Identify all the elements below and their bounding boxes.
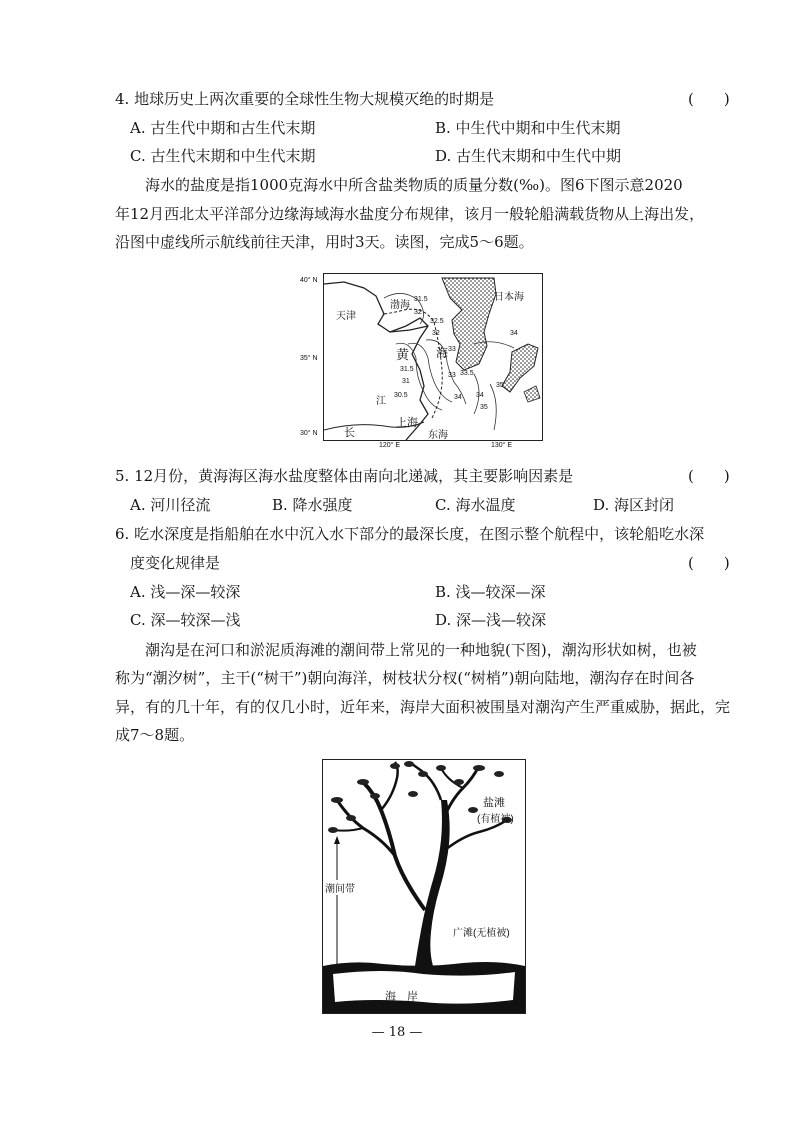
lat-label-30: 30° N: [300, 430, 318, 437]
page-number: — 18 —: [371, 1025, 423, 1040]
label-chang: 长: [344, 427, 355, 439]
intro2-line4: 成7～8题。: [115, 726, 195, 744]
isoline-label: 32.5: [430, 318, 444, 325]
intro2-line1: 潮沟是在河口和淤泥质海滩的潮间带上常见的一种地貌(下图)，潮沟形状如树，也被: [145, 641, 697, 659]
isoline-label: 33: [448, 372, 456, 379]
q6-stem-line1: 6. 吃水深度是指船舶在水中沉入水下部分的最深长度，在图示整个航程中，该轮船吃水深: [115, 525, 705, 543]
q5-option-b: B. 降水强度: [272, 496, 353, 514]
label-salt-marsh: 盐滩: [483, 797, 505, 809]
tidal-tree-trunk: [415, 800, 450, 966]
ship-route: [382, 309, 442, 418]
japan-islands: [502, 344, 538, 392]
isoline-label: 33.5: [460, 370, 474, 377]
q6-option-b: B. 浅—较深—深: [435, 583, 546, 601]
isoline-label: 34: [476, 392, 484, 399]
label-bohai: 渤海: [390, 300, 410, 311]
isoline-label: 31: [402, 378, 410, 385]
isoline-label: 35: [496, 382, 504, 389]
isoline-label: 34: [454, 394, 462, 401]
isoline-label: 35: [480, 404, 488, 411]
isoline-label: 32: [414, 309, 422, 316]
salinity-map: [323, 273, 543, 441]
isoline-label: 30.5: [394, 392, 408, 399]
korean-peninsula: [442, 278, 496, 370]
label-intertidal-zone: 潮间带: [325, 880, 355, 895]
lon-label-120: 120° E: [379, 442, 401, 449]
q5-option-d: D. 海区封闭: [593, 496, 675, 514]
lat-label-40: 40° N: [300, 277, 318, 284]
q4-option-c: C. 古生代末期和中生代末期: [130, 147, 316, 165]
q4-stem: 4. 地球历史上两次重要的全球性生物大规模灭绝的时期是: [115, 90, 495, 108]
q5-stem: 5. 12月份，黄海海区海水盐度整体由南向北递减，其主要影响因素是: [115, 467, 574, 485]
lat-label-35: 35° N: [300, 355, 318, 362]
label-japan-sea: 日本海: [494, 292, 524, 303]
isoline-label: 32: [432, 330, 440, 337]
label-coast: 海 岸: [385, 991, 418, 1003]
q4-option-d: D. 古生代末期和中生代中期: [435, 147, 622, 165]
q6-option-a: A. 浅—深—较深: [130, 583, 241, 601]
q6-option-d: D. 深—浅—较深: [435, 611, 547, 629]
isoline-label: 31.5: [414, 296, 428, 303]
label-donghai: 东海: [428, 430, 448, 441]
label-mudflat: 广滩(无植被): [453, 928, 510, 939]
intro1-line3: 沿图中虚线所示航线前往天津，用时3天。读图，完成5～6题。: [115, 233, 534, 251]
q5-option-a: A. 河川径流: [130, 496, 211, 514]
isoline-label: 31.5: [400, 366, 414, 373]
label-salt-marsh-note: (有植被): [477, 814, 514, 825]
label-tianjin: 天津: [336, 311, 356, 322]
q4-answer-bracket: ( ): [688, 90, 730, 108]
q5-answer-bracket: ( ): [688, 467, 730, 485]
tidal-creek-figure: [322, 759, 526, 1014]
q5-option-c: C. 海水温度: [435, 496, 516, 514]
intro1-line2: 年12月西北太平洋部分边缘海域海水盐度分布规律，该月一般轮船满载货物从上海出发，: [115, 205, 705, 223]
q6-option-c: C. 深—较深—浅: [130, 611, 241, 629]
intro2-line3: 异，有的几十年，有的仅几小时，近年来，海岸大面积被围垦对潮沟产生严重威胁，据此，完: [115, 698, 731, 716]
q6-answer-bracket: ( ): [688, 554, 730, 572]
label-huang: 黄: [396, 347, 410, 362]
label-shanghai: 上海: [396, 417, 418, 429]
lon-label-130: 130° E: [491, 442, 513, 449]
isoline-label: 34: [510, 330, 518, 337]
label-jiang: 江: [376, 396, 386, 407]
q6-stem-line2: 度变化规律是: [130, 554, 221, 572]
label-hai: 海: [436, 346, 449, 360]
q4-option-a: A. 古生代中期和古生代末期: [130, 119, 316, 137]
intro2-line2: 称为“潮汐树”，主干(“树干”)朝向海洋，树枝状分杈(“树梢”)朝向陆地，潮沟存在时间各: [115, 669, 695, 687]
intro1-line1: 海水的盐度是指1000克海水中所含盐类物质的质量分数(‰)。图6下图示意2020: [145, 176, 683, 194]
isoline-label: 33: [448, 346, 456, 353]
q4-option-b: B. 中生代中期和中生代末期: [435, 119, 621, 137]
